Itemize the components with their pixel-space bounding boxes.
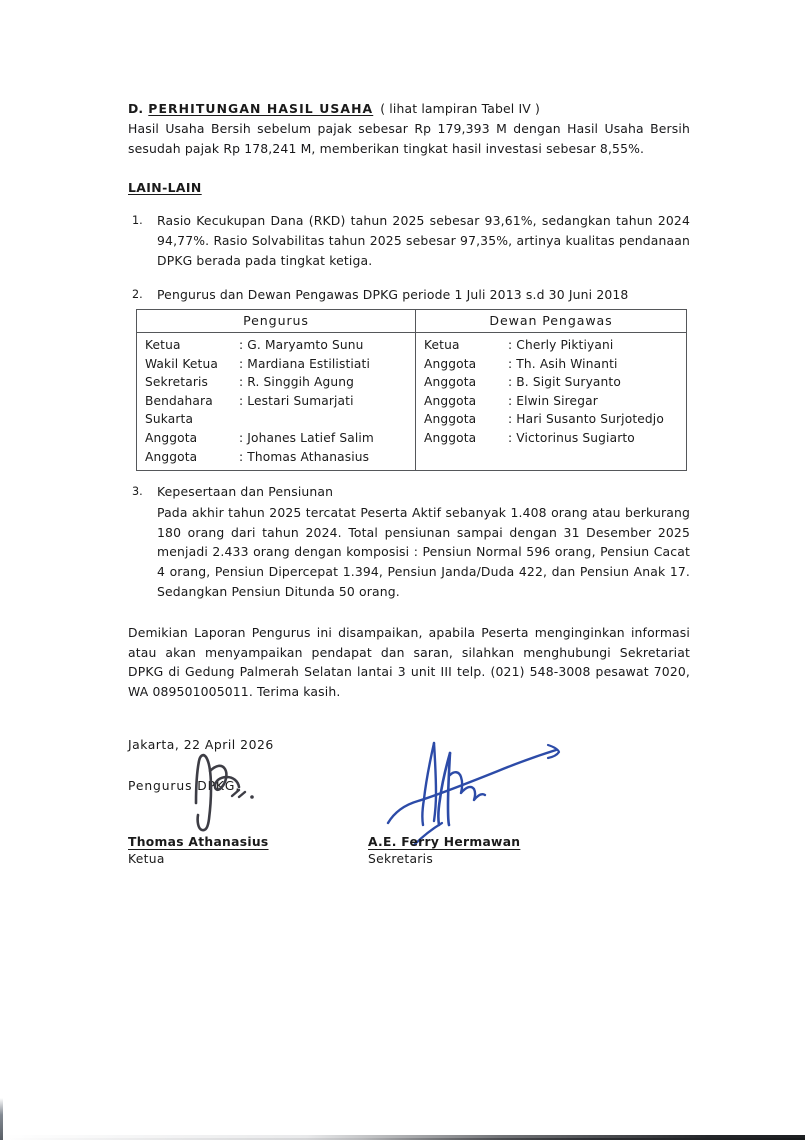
section-d-heading <box>128 99 690 118</box>
pengurus-name-1 <box>239 355 370 374</box>
list-item-3 <box>128 482 690 601</box>
pengurus-role-5: Anggota <box>145 449 198 464</box>
pengurus-entry-5 <box>145 448 415 467</box>
dewan-role-5: Anggota <box>424 431 477 445</box>
pengurus-entry-0 <box>145 336 415 355</box>
pengurus-value-3: Lestari Sumarjati <box>247 393 354 408</box>
pengurus-value-0: G. Maryamto Sunu <box>247 338 364 353</box>
section-d-note: ( lihat lampiran Tabel IV ) <box>380 101 540 116</box>
pengurus-role-3: Bendahara <box>145 393 213 408</box>
pengurus-role-2: Sekretaris <box>145 375 209 390</box>
org-line: Pengurus DPKG, <box>128 779 241 794</box>
dewan-sep-5: : <box>508 431 513 445</box>
section-d-body: Hasil Usaha Bersih sebelum pajak sebesar Rp 179,393 M dengan Hasil Usaha Bersih sesudah pajak Rp 178,241 M, memberikan tingkat hasil investasi sebesar 8,55%. <box>128 121 690 156</box>
dewan-name-2 <box>508 373 621 392</box>
pengurus-name-3 <box>239 392 354 411</box>
signature-left <box>128 835 269 866</box>
dewan-name-3 <box>508 392 598 411</box>
pengurus-value-2: R. Singgih Agung <box>247 375 355 390</box>
dewan-sep-1: : <box>508 356 513 371</box>
dewan-entry-4 <box>424 410 686 429</box>
dewan-value-3: Elwin Siregar <box>516 393 598 408</box>
pengurus-sep-5: : <box>239 449 244 464</box>
pengurus-sep-3: : <box>239 393 244 408</box>
dewan-role-2: Anggota <box>424 375 477 390</box>
pengurus-role-1: Wakil Ketua <box>145 356 218 371</box>
signature-right-title: Sekretaris <box>368 852 434 867</box>
pengurus-entry-1 <box>145 355 415 374</box>
dewan-name-4 <box>508 410 664 429</box>
dewan-pengawas-cell <box>416 333 687 471</box>
dewan-entry-3 <box>424 392 686 411</box>
dewan-role-4: Anggota <box>424 412 477 427</box>
dewan-value-1: Th. Asih Winanti <box>516 356 618 371</box>
pengurus-value-4: Johanes Latief Salim <box>247 431 374 445</box>
lain-lain-heading: LAIN-LAIN <box>128 180 202 196</box>
section-d-title: PERHITUNGAN HASIL USAHA <box>148 101 374 116</box>
board-table-header-dewan-pengawas: Dewan Pengawas <box>416 310 687 333</box>
pengurus-name-5 <box>239 448 369 467</box>
signature-right <box>368 835 520 866</box>
board-table-wrapper <box>136 309 686 471</box>
signature-area <box>128 737 690 887</box>
pengurus-sep-2: : <box>239 375 244 390</box>
section-d-letter: D. <box>128 101 144 116</box>
board-table-header-row <box>137 310 687 333</box>
list-item-1-text: Rasio Kecukupan Dana (RKD) tahun 2025 sebesar 93,61%, sedangkan tahun 2024 94,77%. Rasio Solvabilitas tahun 2025 sebesar 97,35%, artinya kualitas pendanaan DPKG berada pada tingkat ketiga. <box>157 213 690 268</box>
board-table-header-pengurus: Pengurus <box>137 310 416 333</box>
dewan-name-1 <box>508 355 618 374</box>
list-item-2-number: 2. <box>132 288 143 302</box>
place-date: Jakarta, 22 April 2026 <box>128 737 274 753</box>
dewan-value-0: Cherly Piktiyani <box>516 338 614 353</box>
dewan-sep-0: : <box>508 338 513 353</box>
pengurus-sep-4: : <box>239 431 244 445</box>
pengurus-name-2 <box>239 373 354 392</box>
pengurus-cell <box>137 333 416 471</box>
pengurus-name-0 <box>239 336 363 355</box>
pengurus-sep-1: : <box>239 356 244 371</box>
pengurus-name-3-continuation: Sukarta <box>145 412 194 427</box>
dewan-sep-3: : <box>508 393 513 408</box>
dewan-entry-1 <box>424 355 686 374</box>
dewan-sep-2: : <box>508 375 513 390</box>
pengurus-name-4 <box>239 429 374 448</box>
dewan-role-1: Anggota <box>424 356 477 371</box>
list-item-1-number: 1. <box>132 214 143 228</box>
pengurus-role-4: Anggota <box>145 431 198 445</box>
list-item-3-title: Kepesertaan dan Pensiunan <box>157 484 334 500</box>
dewan-entry-0 <box>424 336 686 355</box>
pengurus-role-0: Ketua <box>145 338 181 353</box>
dewan-role-0: Ketua <box>424 338 460 353</box>
dewan-value-5: Victorinus Sugiarto <box>516 431 635 445</box>
pengurus-entry-4 <box>145 429 415 448</box>
pengurus-sep-0: : <box>239 338 244 353</box>
scan-edge-left <box>0 1098 3 1140</box>
document-content <box>128 99 690 887</box>
signature-right-name: A.E. Ferry Hermawan <box>368 835 521 850</box>
dewan-name-5 <box>508 429 635 448</box>
pengurus-entry-3 <box>145 392 415 411</box>
pengurus-entry-2 <box>145 373 415 392</box>
dewan-sep-4: : <box>508 412 513 427</box>
list-item-2-text: Pengurus dan Dewan Pengawas DPKG periode 1 Juli 2013 s.d 30 Juni 2018 <box>157 287 629 303</box>
pengurus-value-5: Thomas Athanasius <box>247 449 370 464</box>
signature-left-title: Ketua <box>128 852 165 867</box>
dewan-role-3: Anggota <box>424 393 477 408</box>
closing-paragraph: Demikian Laporan Pengurus ini disampaikan, apabila Peserta menginginkan informasi atau akan menyampaikan pendapat dan saran, silahkan menghubungi Sekretariat DPKG di Gedung Palmerah Selatan lantai 3 unit III telp. (021) 548-3008 pesawat 7020, WA 089501005011. Terima kasih. <box>128 625 690 699</box>
board-table <box>136 309 687 471</box>
signature-left-name: Thomas Athanasius <box>128 835 269 850</box>
dewan-value-2: B. Sigit Suryanto <box>516 375 621 390</box>
pengurus-value-1: Mardiana Estilistiati <box>247 356 371 371</box>
list-item-1 <box>128 211 690 270</box>
list-item-2 <box>128 285 690 305</box>
dewan-value-4: Hari Susanto Surjotedjo <box>516 412 664 427</box>
dewan-entry-5 <box>424 429 686 448</box>
list-item-3-text: Pada akhir tahun 2025 tercatat Peserta Aktif sebanyak 1.408 orang atau berkurang 180 orang dari tahun 2024. Total pensiunan sampai dengan 31 Desember 2025 menjadi 2.433 orang dengan komposisi : Pensiun Normal 596 orang, Pensiun Cacat 4 orang, Pensiun Dipercepat 1.394, Pensiun Janda/Duda 422, dan Pensiun Anak 17. Sedangkan Pensiun Ditunda 50 orang. <box>157 504 690 599</box>
dewan-name-0 <box>508 336 613 355</box>
dewan-entry-2 <box>424 373 686 392</box>
board-table-body-row <box>137 333 687 471</box>
list-item-3-number: 3. <box>132 485 143 499</box>
